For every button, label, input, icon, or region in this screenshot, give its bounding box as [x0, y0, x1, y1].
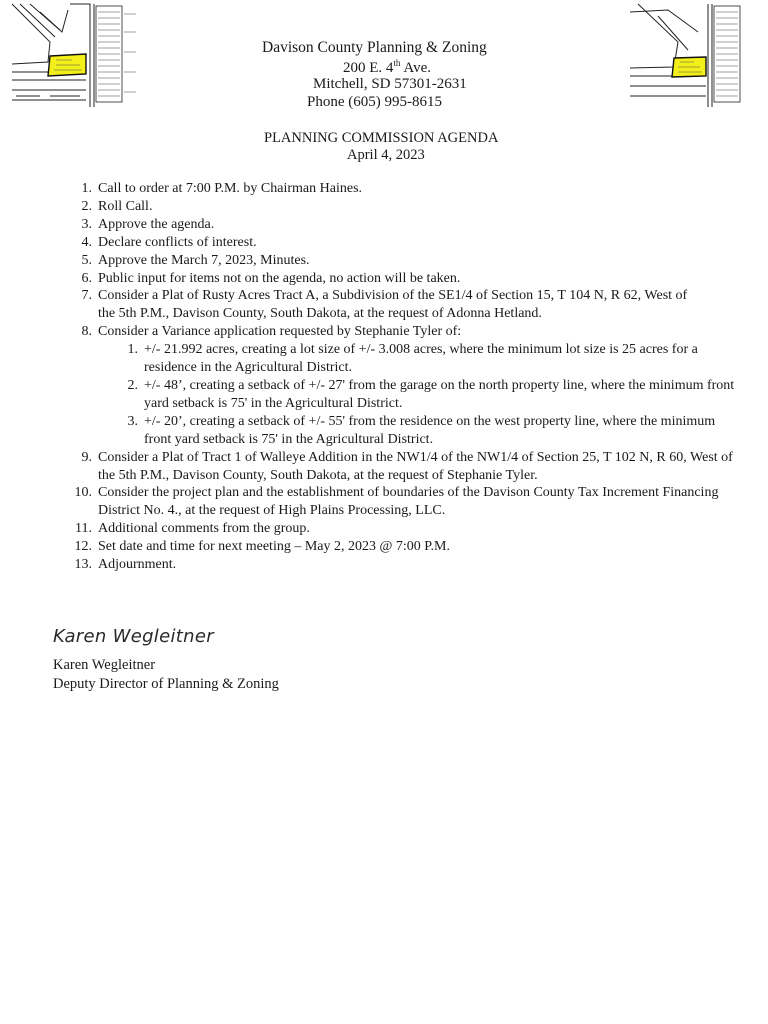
agenda-item: 5. Approve the March 7, 2023, Minutes.	[81, 252, 310, 268]
agenda-item: 2. Roll Call.	[81, 198, 153, 214]
phone-number: Phone (605) 995-8615	[307, 94, 442, 110]
agenda-item: 10. Consider the project plan and the establishment of boundaries of the Davison County Tax Increment Financing District No. 4., at the request of High Plains Processing, LLC.	[74, 485, 719, 519]
agenda-item: 1. Call to order at 7:00 P.M. by Chairman Haines.	[81, 181, 363, 196]
agenda-item: 7. Consider a Plat of Rusty Acres Tract A, a Subdivision of the SE1/4 of Section 15, T 104 N, R 62, West of the 5th P.M., Davison County, South Dakota, at the request of Adonna Hetland.	[81, 288, 688, 322]
agenda-item: 13. Adjournment.	[74, 557, 177, 573]
agenda-item: 9. Consider a Plat of Tract 1 of Walleye Addition in the NW1/4 of the NW1/4 of Section 25, T 102 N, R 60, West of the 5th P.M., Davison County, South Dakota, at the request of Stephanie Tyler.	[81, 449, 733, 483]
variance-item: 3. +/- 20’, creating a setback of +/- 55' from the residence on the west property line, where the minimum front yard setback is 75' in the Agricultural District.	[127, 413, 716, 447]
agenda-item: 6. Public input for items not on the agenda, no action will be taken.	[81, 270, 461, 286]
agenda-date: April 4, 2023	[347, 147, 425, 163]
variance-item: 1. +/- 21.992 acres, creating a lot size of +/- 3.008 acres, where the minimum lot size is 25 acres for a residence in the Agricultural District.	[127, 342, 698, 376]
signer-block	[53, 656, 279, 694]
signer-name: Karen Wegleitner	[53, 657, 156, 673]
agenda-list	[52, 180, 742, 574]
agenda-item: 12. Set date and time for next meeting – May 2, 2023 @ 7:00 P.M.	[74, 539, 450, 555]
agenda-item: 4. Declare conflicts of interest.	[81, 234, 257, 250]
signer-title: Deputy Director of Planning & Zoning	[53, 676, 279, 692]
county-map-logo-right	[628, 2, 748, 107]
handwritten-signature: Karen Wegleitner	[53, 626, 214, 647]
org-name: Davison County Planning & Zoning	[262, 39, 487, 56]
variance-item: 2. +/- 48’, creating a setback of +/- 27' from the garage on the north property line, where the minimum front yard setback is 75' in the Agricultural District.	[127, 377, 735, 411]
agenda-item: 11. Additional comments from the group.	[75, 521, 310, 537]
city-state-zip: Mitchell, SD 57301-2631	[313, 76, 467, 92]
agenda-item: 8. Consider a Variance application requested by Stephanie Tyler of: 1. +/- 21.992 acres, creating a lot size of +/- 3.008 acres, where the minimum lot size is 25 acres for a residence in the Agricultural District. 2. +/- 48’, creating a setback of +/- 27' from the garage on the north property line, where the minimum front yard setback is 75' in the Agricultural District. 3. +/- 20’, creating a setback of +/- 55' from the residence on the west property line, where the minimum front yard setback is 75' in the Agricultural District.	[52, 323, 742, 448]
county-map-logo-left	[10, 2, 140, 107]
variance-sublist	[98, 341, 742, 448]
street-address: 200 E. 4th Ave.	[343, 58, 431, 76]
agenda-title: PLANNING COMMISSION AGENDA	[264, 130, 499, 146]
agenda-item: 3. Approve the agenda.	[81, 216, 215, 232]
